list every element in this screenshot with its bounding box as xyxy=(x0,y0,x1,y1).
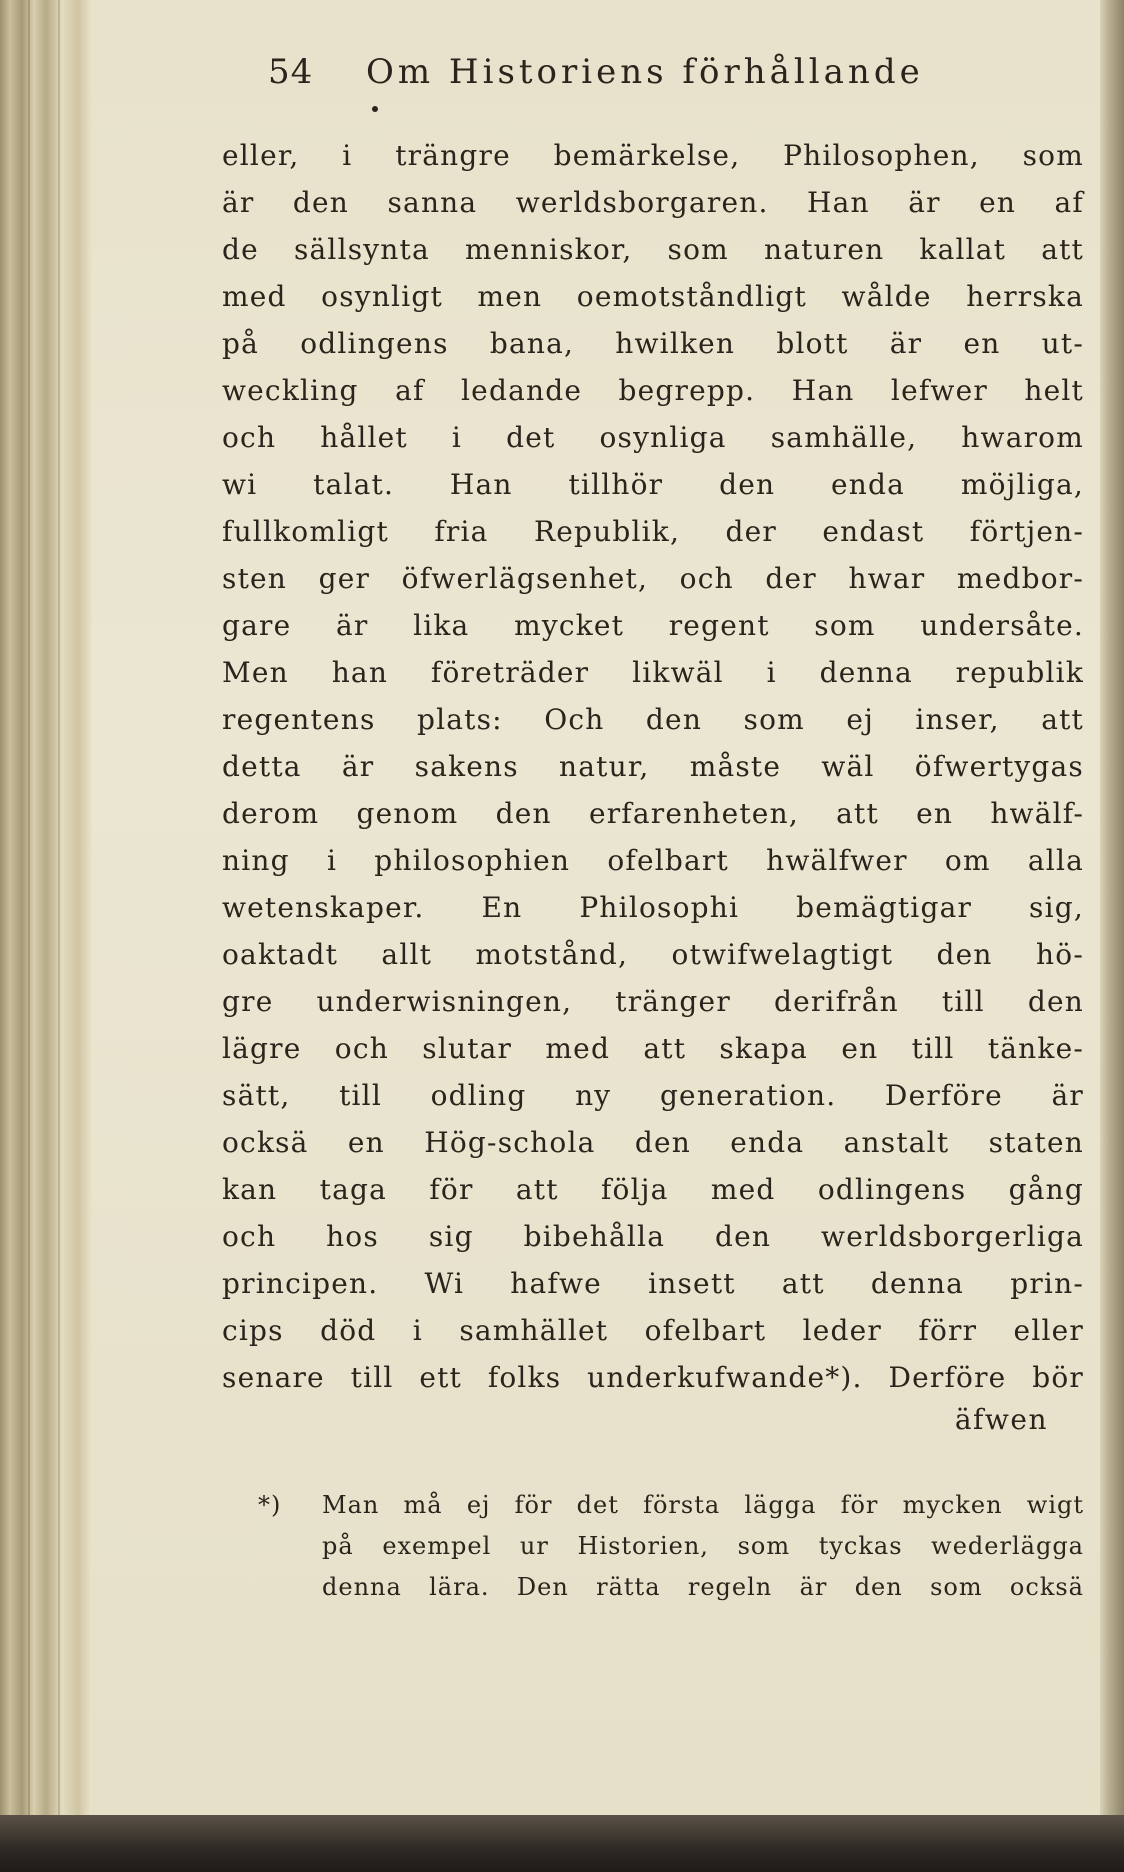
text-line: fullkomligt fria Republik, der endast förtjen- xyxy=(222,515,1084,548)
text-line: detta är sakens natur, måste wäl öfwertygas xyxy=(222,750,1084,783)
text-line: weckling af ledande begrepp. Han lefwer helt xyxy=(222,374,1084,407)
text-line: wi talat. Han tillhör den enda möjliga, xyxy=(222,468,1084,501)
text-line: sätt, till odling ny generation. Derföre är xyxy=(222,1079,1084,1112)
footnote-line: Man må ej för det första lägga för mycken wigt xyxy=(322,1491,1084,1519)
book-binding-gutter xyxy=(0,0,92,1872)
page-number: 54 xyxy=(268,52,314,92)
text-line: de sällsynta menniskor, som naturen kallat att xyxy=(222,233,1084,266)
text-line: regentens plats: Och den som ej inser, att xyxy=(222,703,1084,736)
footnote-marker: *) xyxy=(258,1491,282,1519)
text-line: och hållet i det osynliga samhälle, hwarom xyxy=(222,421,1084,454)
text-line: gare är lika mycket regent som undersåte. xyxy=(222,609,1084,642)
text-line: med osynligt men oemotståndligt wålde herrska xyxy=(222,280,1084,313)
text-line: eller, i trängre bemärkelse, Philosophen, som xyxy=(222,139,1084,172)
text-column xyxy=(222,46,1084,1608)
footnote-line: på exempel ur Historien, som tyckas wederlägga xyxy=(322,1532,1084,1560)
text-line: oaktadt allt motstånd, otwifwelagtigt den hö- xyxy=(222,938,1084,971)
text-line: kan taga för att följa med odlingens gång xyxy=(222,1173,1084,1206)
page-edge-shadow xyxy=(1100,0,1124,1815)
text-line: senare till ett folks underkufwande*). Derföre bör xyxy=(222,1361,1084,1394)
catchword: äfwen xyxy=(954,1403,1048,1436)
body-text xyxy=(222,132,1084,1401)
footnote-line: denna lära. Den rätta regeln är den som ocksä xyxy=(322,1573,1084,1601)
gutter-line xyxy=(28,0,30,1872)
text-line: ocksä en Hög-schola den enda anstalt staten xyxy=(222,1126,1084,1159)
text-line: sten ger öfwerlägsenhet, och der hwar medbor- xyxy=(222,562,1084,595)
text-line: är den sanna werldsborgaren. Han är en af xyxy=(222,186,1084,219)
ink-dot xyxy=(372,106,378,112)
text-line: på odlingens bana, hwilken blott är en ut- xyxy=(222,327,1084,360)
page-header xyxy=(222,46,1084,108)
text-line: gre underwisningen, tränger derifrån till den xyxy=(222,985,1084,1018)
gutter-line xyxy=(58,0,60,1872)
text-line: principen. Wi hafwe insett att denna prin- xyxy=(222,1267,1084,1300)
text-line: Men han företräder likwäl i denna republik xyxy=(222,656,1084,689)
text-line: och hos sig bibehålla den werldsborgerliga xyxy=(222,1220,1084,1253)
catchword-row xyxy=(222,1401,1084,1455)
page-bottom-shadow xyxy=(0,1815,1124,1872)
text-line: lägre och slutar med att skapa en till tänke- xyxy=(222,1032,1084,1065)
running-head: Om Historiens förhållande xyxy=(366,52,924,92)
text-line: ning i philosophien ofelbart hwälfwer om alla xyxy=(222,844,1084,877)
footnote xyxy=(222,1485,1084,1608)
text-line: wetenskaper. En Philosophi bemägtigar sig, xyxy=(222,891,1084,924)
text-line: derom genom den erfarenheten, att en hwälf- xyxy=(222,797,1084,830)
text-line: cips död i samhället ofelbart leder förr eller xyxy=(222,1314,1084,1347)
